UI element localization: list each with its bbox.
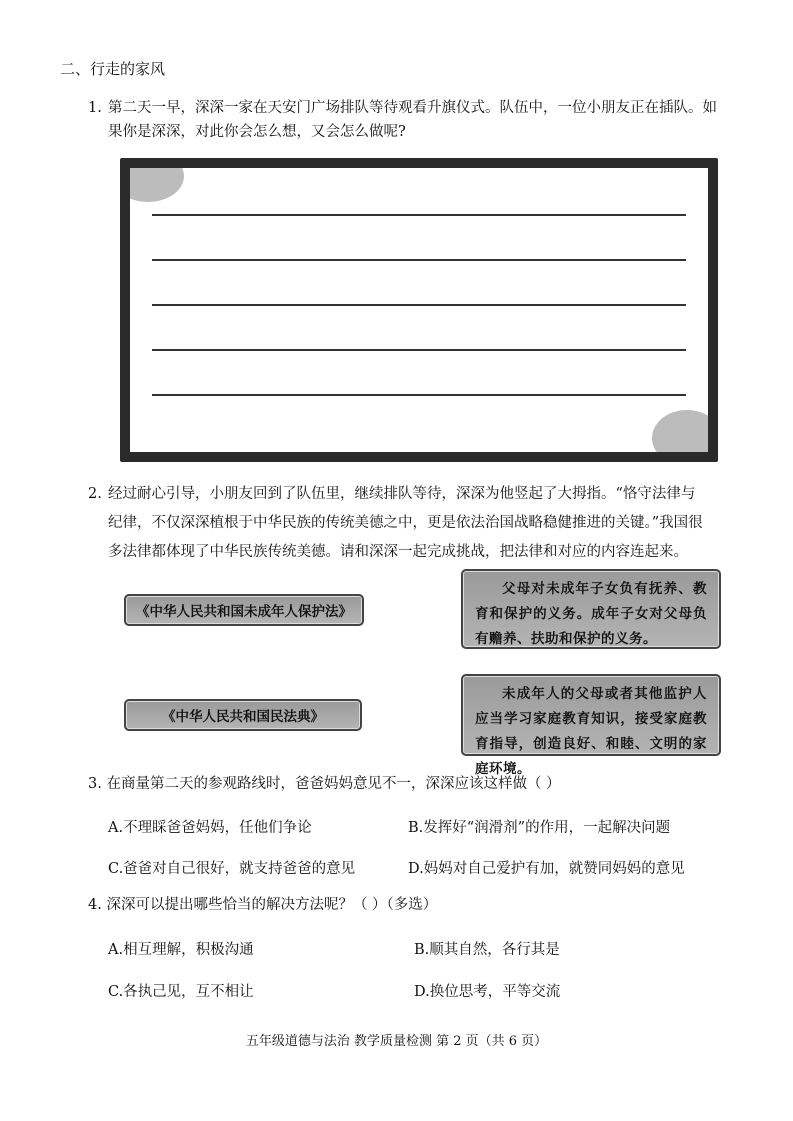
answer-area[interactable] [130, 168, 708, 452]
option-d[interactable]: D.换位思考，平等交流 [414, 984, 561, 1000]
question-3: 3. 在商量第二天的参观路线时，爸爸妈妈意见不一，深深应该这样做（ ） [88, 776, 561, 792]
question-text-line: 第二天一早，深深一家在天安门广场排队等待观看升旗仪式。队伍中，一位小朋友正在插队。如 [108, 100, 717, 116]
frame-corner-decoration [652, 410, 708, 452]
content-card-text: 未成年人的父母或者其他监护人应当学习家庭教育知识，接受家庭教育指导，创造良好、和睦、文明的家庭环境。 [475, 686, 707, 777]
question-text-line: 多法律都体现了中华民族传统美德。请和深深一起完成挑战，把法律和对应的内容连起来。 [108, 544, 688, 560]
page-footer: 五年级道德与法治 教学质量检测 第 2 页（共 6 页） [245, 1034, 548, 1049]
option-d[interactable]: D.妈妈对自己爱护有加，就赞同妈妈的意见 [408, 861, 685, 877]
question-text-line: 纪律，不仅深深植根于中华民族的传统美德之中，更是依法治国战略稳健推进的关键。”我国很 [108, 515, 703, 531]
option-b[interactable]: B.发挥好“润滑剂”的作用，一起解决问题 [408, 820, 671, 836]
writing-line [152, 259, 686, 261]
question-number: 1. [88, 100, 102, 116]
section-title: 二、行走的家风 [60, 60, 166, 78]
question-number: 2. [88, 486, 102, 502]
question-4: 4. 深深可以提出哪些恰当的解决方法呢？（ ）（多选） [88, 897, 438, 913]
writing-line [152, 349, 686, 351]
question-2 [88, 480, 728, 567]
content-card-2[interactable] [461, 674, 721, 777]
option-a[interactable]: A.相互理解，积极沟通 [108, 942, 254, 958]
question-1 [88, 96, 738, 144]
option-c[interactable]: C.爸爸对自己很好，就支持爸爸的意见 [108, 861, 356, 877]
law-card-civil-code[interactable]: 《中华人民共和国民法典》 [124, 699, 362, 731]
option-a[interactable]: A.不理睬爸爸妈妈，任他们争论 [108, 820, 312, 836]
option-c[interactable]: C.各执己见，互不相让 [108, 984, 254, 1000]
frame-corner-decoration [130, 168, 184, 202]
writing-line [152, 394, 686, 396]
writing-line [152, 304, 686, 306]
writing-line [152, 214, 686, 216]
question-text-line: 经过耐心引导，小朋友回到了队伍里，继续排队等待，深深为他竖起了大拇指。“恪守法律与 [108, 486, 696, 502]
law-card-minor-protection[interactable]: 《中华人民共和国未成年人保护法》 [124, 594, 364, 626]
answer-frame [120, 158, 718, 462]
question-text-line: 果你是深深，对此你会怎么想，又会怎么做呢? [108, 124, 406, 140]
option-b[interactable]: B.顺其自然，各行其是 [414, 942, 560, 958]
content-card-text: 父母对未成年子女负有抚养、教育和保护的义务。成年子女对父母负有赡养、扶助和保护的义务。 [475, 581, 707, 647]
content-card-1[interactable] [461, 569, 721, 649]
